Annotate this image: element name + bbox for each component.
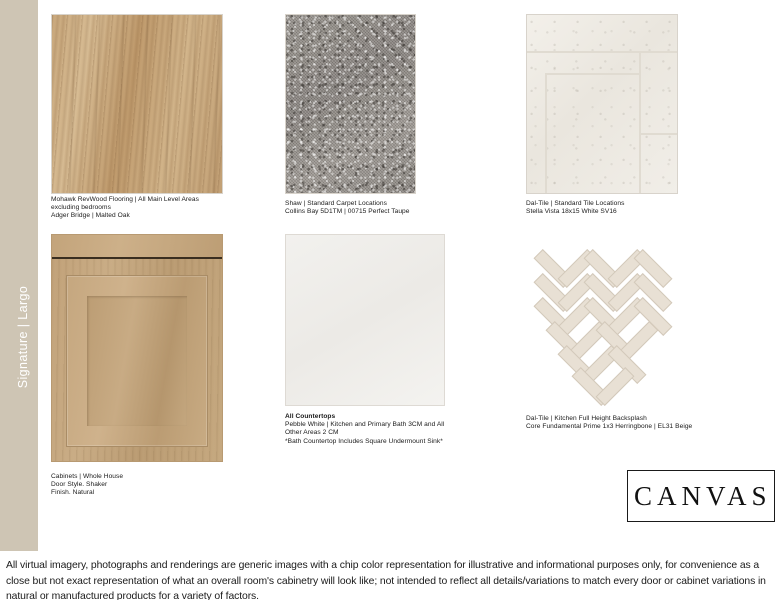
tile-grout-line (639, 133, 678, 135)
countertop-swatch-image (285, 234, 445, 406)
backsplash-caption-line-2: Core Fundamental Prime 1x3 Herringbone | EL31 Beige (526, 423, 693, 431)
carpet-caption-line-2: Collins Bay 5D1TM | 00715 Perfect Taupe (285, 208, 410, 216)
carpet-caption-line-1: Shaw | Standard Carpet Locations (285, 200, 387, 207)
cabinet-swatch-image (51, 234, 223, 462)
swatch-cell-cabinets (51, 234, 281, 464)
backsplash-swatch-image (526, 246, 686, 412)
flooring-caption (51, 196, 281, 221)
cabinets-caption (51, 473, 281, 498)
flooring-swatch-image (51, 14, 223, 194)
swatch-cell-countertops (285, 234, 515, 414)
swatch-cell-backsplash (526, 246, 756, 416)
legal-disclaimer: All virtual imagery, photographs and renderings are generic images with a chip color representation for illustrative and informational purposes only, for convenience as a close but not exact representation of what an overall room's cabinetry will look like; not intended to reflect all details/variations to match every door or cabinet variations in natural or manufactured products for a variety of factors. (6, 560, 766, 600)
countertops-caption-line-3: Other Areas 2 CM (285, 429, 339, 437)
backsplash-caption (526, 415, 756, 431)
flooring-caption-line-3: Adger Bridge | Malted Oak (51, 212, 130, 220)
floor-tile-caption (526, 200, 756, 216)
flooring-caption-line-2: excluding bedrooms (51, 204, 111, 212)
swatch-cell-flooring (51, 14, 281, 199)
backsplash-caption-line-1: Dal-Tile | Kitchen Full Height Backsplash (526, 415, 647, 422)
flooring-caption-line-1: Mohawk RevWood Flooring | All Main Level Areas (51, 196, 199, 203)
collection-label: Signature | Largo (16, 285, 30, 389)
countertops-caption-line-1: All Countertops (285, 413, 336, 420)
tile-grout-line (545, 73, 547, 194)
swatch-cell-carpet (285, 14, 515, 199)
countertops-caption-line-4: *Bath Countertop Includes Square Undermount Sink* (285, 437, 443, 445)
floor-tile-swatch-image (526, 14, 678, 194)
canvas-logo-text: CANVAS (634, 481, 772, 511)
cabinets-caption-line-1: Cabinets | Whole House (51, 473, 124, 480)
carpet-swatch-image (285, 14, 416, 194)
cabinets-caption-line-2: Door Style. Shaker (51, 481, 108, 489)
floor-tile-caption-line-1: Dal-Tile | Standard Tile Locations (526, 200, 625, 207)
cabinet-door-panel (87, 296, 187, 426)
countertops-caption-line-2: Pebble White | Kitchen and Primary Bath 3CM and All (285, 421, 445, 429)
carpet-caption (285, 200, 515, 216)
cabinet-drawer-front (52, 235, 222, 259)
cabinet-door-frame (66, 275, 208, 447)
countertops-caption (285, 413, 515, 446)
floor-tile-caption-line-2: Stella Vista 18x15 White SV16 (526, 208, 617, 216)
tile-grout-line (545, 73, 641, 75)
tile-grout-line (527, 51, 678, 53)
cabinets-caption-line-3: Finish. Natural (51, 489, 95, 497)
tile-texture (527, 15, 677, 193)
swatch-cell-floor-tile (526, 14, 756, 199)
